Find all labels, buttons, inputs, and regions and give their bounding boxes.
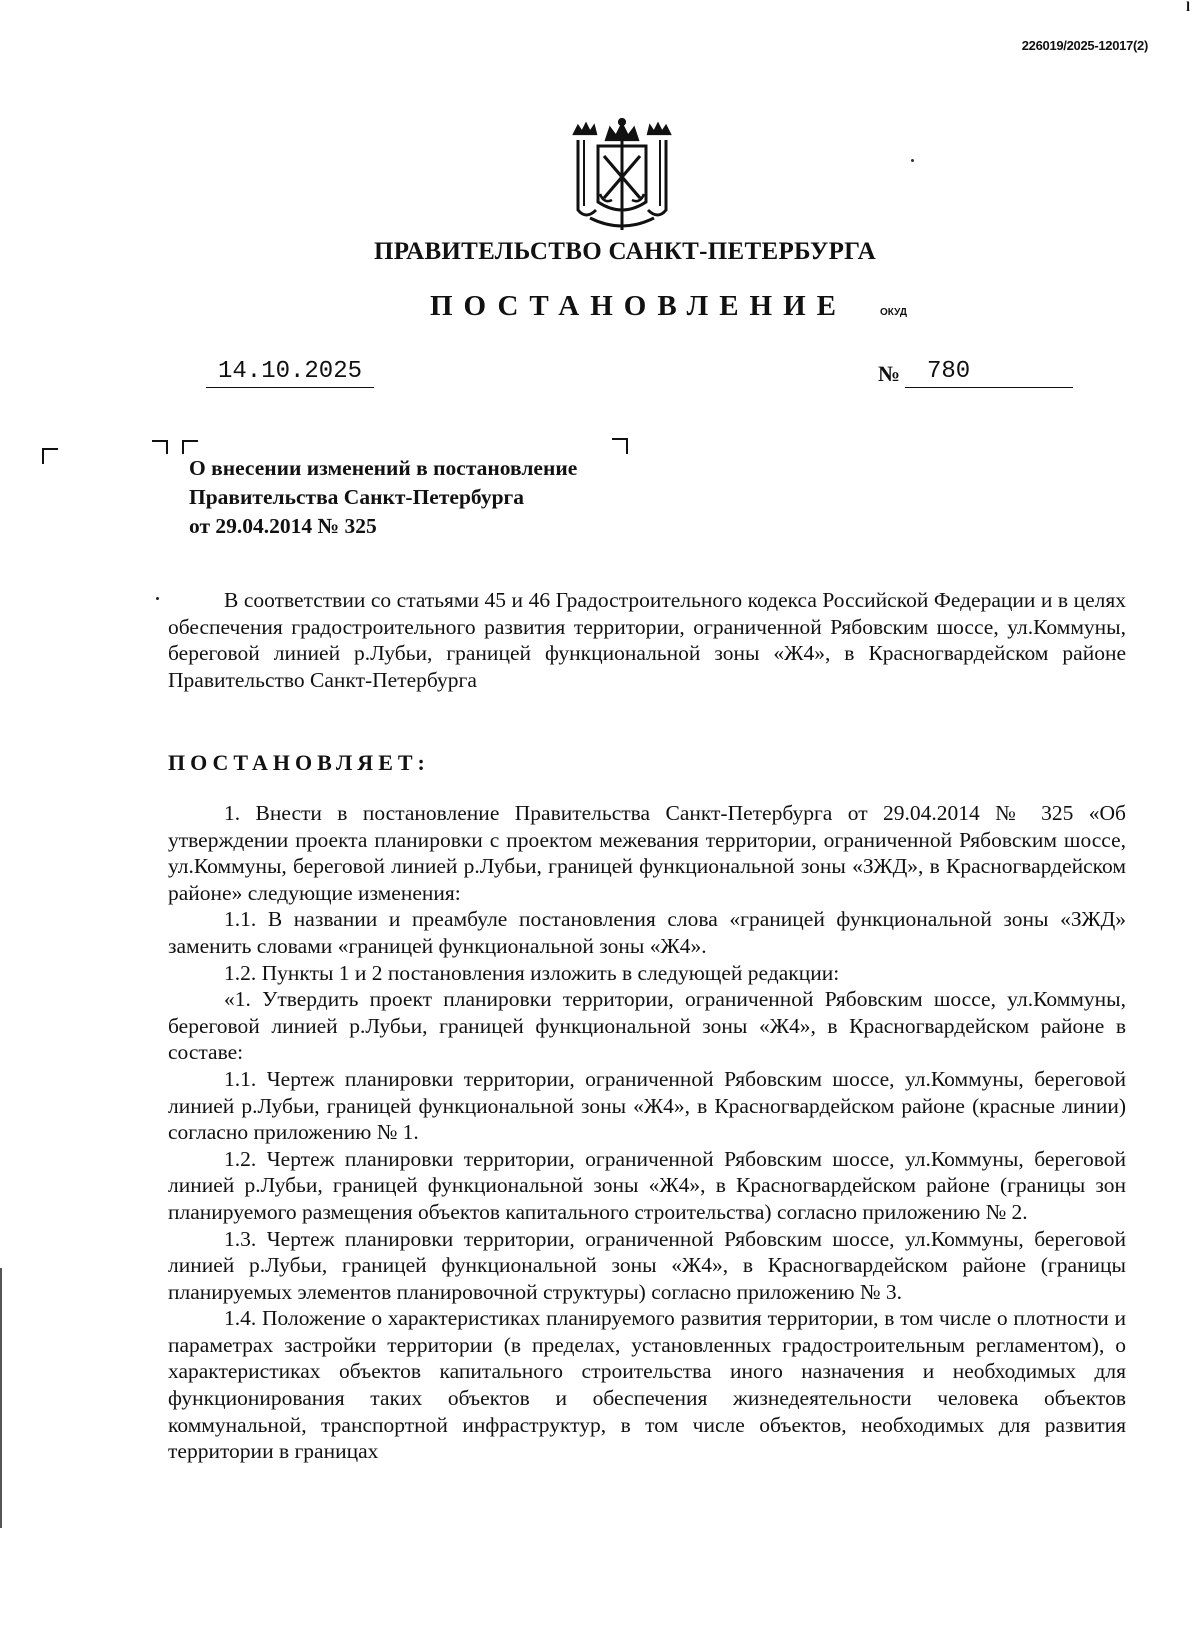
scan-edge-mark: l	[1186, 0, 1190, 15]
resolution-item: 1.2. Пункты 1 и 2 постановления изложить в следующей редакции:	[224, 960, 840, 985]
document-type: ПОСТАНОВЛЕНИЕ	[430, 290, 848, 322]
document-subject	[189, 454, 659, 541]
scan-dot	[156, 597, 159, 600]
preamble-text: В соответствии со статьями 45 и 46 Градостроительного кодекса Российской Федерации и в целях обеспечения градостроительного развития территории, ограниченной Рябовским шоссе, ул.Коммуны, береговой линией р.Лубьи, границей функциональной зоны «Ж4», в Красногвардейском районе Правительство Санкт-Петербурга	[168, 588, 1126, 692]
resolves-heading: ПОСТАНОВЛЯЕТ:	[168, 750, 430, 775]
scan-dot	[911, 159, 914, 162]
resolution-item: «1. Утвердить проект планировки территории, ограниченной Рябовским шоссе, ул.Коммуны, береговой линией р.Лубьи, границей функциональной зоны «Ж4», в Красногвардейском районе в составе:	[168, 987, 1126, 1065]
number-label: №	[878, 361, 901, 386]
resolution-item: 1.3. Чертеж планировки территории, ограниченной Рябовским шоссе, ул.Коммуны, береговой линией р.Лубьи, границей функциональной зоны «Ж4», в Красногвардейском районе (границы планируемых элементов планировочной структуры) согласно приложению № 3.	[168, 1226, 1126, 1304]
document-number: 780	[905, 358, 1073, 388]
resolution-item: 1.4. Положение о характеристиках планируемого развития территории, в том числе о плотности и параметрах застройки территории (в пределах, установленных градостроительным регламентом), о характеристиках объектов капитального строительства иного назначения и необходимых для функционирования таких объектов и обеспечения жизнедеятельности человека объектов коммунальной, транспортной инфраструктур, в том числе объектов, необходимых для развития территории в границах	[168, 1306, 1126, 1464]
resolution-item: 1.1. В названии и преамбуле постановления слова «границей функциональной зоны «ЗЖД» заменить словами «границей функциональной зоны «Ж4».	[168, 907, 1126, 958]
corner-mark	[152, 440, 168, 454]
resolution-item: 1.1. Чертеж планировки территории, ограниченной Рябовским шоссе, ул.Коммуны, береговой линией р.Лубьи, границей функциональной зоны «Ж4», в Красногвардейском районе (красные линии) согласно приложению № 1.	[168, 1066, 1126, 1145]
resolution-item: 1. Внести в постановление Правительства Санкт-Петербурга от 29.04.2014 № 325 «Об утверждении проекта планировки с проектом межевания территории, ограниченной Рябовским шоссе, ул.Коммуны, береговой линией р.Лубьи, границей функциональной зоны «ЗЖД», в Красногвардейском районе» следующие изменения:	[168, 801, 1126, 905]
okud-label: ОКУД	[880, 307, 907, 318]
document-date: 14.10.2025	[206, 358, 374, 388]
corner-mark	[612, 438, 628, 454]
corner-mark	[42, 448, 58, 464]
resolution-items	[168, 800, 1126, 1465]
registration-number: 226019/2025-12017(2)	[1021, 38, 1148, 53]
scan-margin-line	[0, 1268, 2, 1528]
subject-line: О внесении изменений в постановление	[189, 456, 578, 480]
corner-mark	[182, 440, 198, 454]
resolution-item: 1.2. Чертеж планировки территории, ограниченной Рябовским шоссе, ул.Коммуны, береговой линией р.Лубьи, границей функциональной зоны «Ж4», в Красногвардейском районе (границы зон планируемого размещения объектов капитального строительства) согласно приложению № 2.	[168, 1146, 1126, 1224]
coat-of-arms-icon	[566, 118, 678, 234]
subject-line: от 29.04.2014 № 325	[189, 514, 377, 538]
preamble	[168, 587, 1126, 693]
organization-title: ПРАВИТЕЛЬСТВО САНКТ-ПЕТЕРБУРГА	[373, 238, 877, 265]
subject-line: Правительства Санкт-Петербурга	[189, 485, 525, 509]
